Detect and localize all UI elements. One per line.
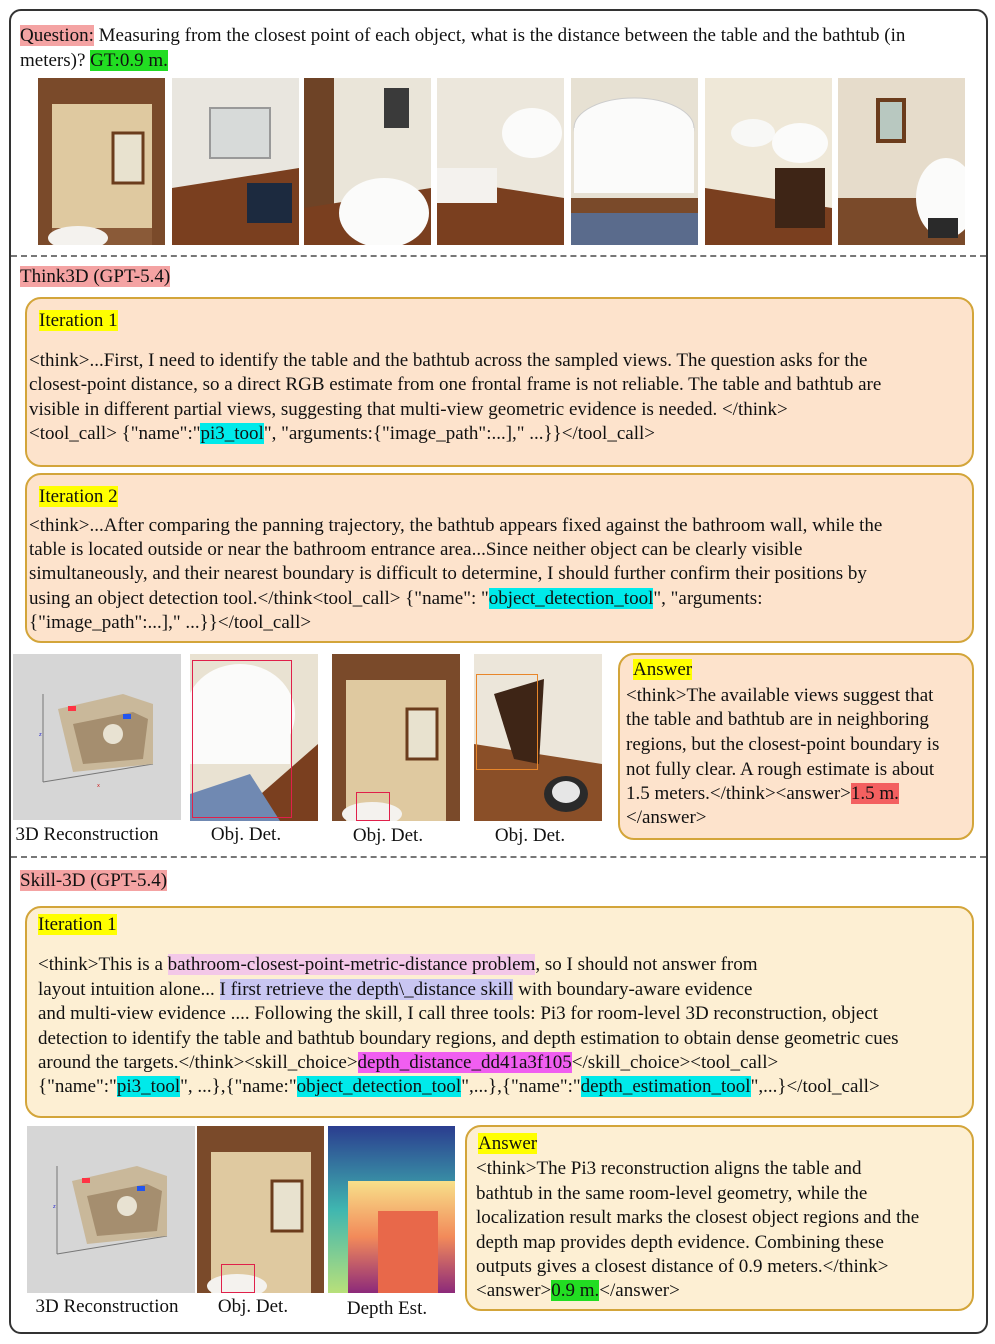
correct-answer-value: 0.9 m. bbox=[551, 1280, 600, 1301]
skill3d-iter1-line-1 bbox=[38, 953, 758, 977]
skill3d-answer-line-4: depth map provides depth evidence. Combining these bbox=[476, 1232, 884, 1253]
iter1-call-prefix: <tool_call> {"name":" bbox=[29, 423, 201, 444]
svg-text:z: z bbox=[39, 732, 42, 738]
skill-answer-prefix: <answer> bbox=[476, 1280, 552, 1301]
iter2-call-prefix: using an object detection tool.</think<tool_call> {"name": " bbox=[29, 588, 489, 609]
skill-line1-prefix: <think>This is a bbox=[38, 954, 168, 975]
skill-choice-highlight: depth_distance_dd41a3f105 bbox=[357, 1052, 572, 1073]
detection-box bbox=[356, 792, 390, 821]
think3d-answer-line-5 bbox=[626, 782, 899, 806]
think3d-obj-det-image-1 bbox=[190, 654, 318, 821]
input-frame-6 bbox=[705, 78, 832, 245]
caption-obj-det-3: Obj. Det. bbox=[494, 825, 566, 846]
skill-answer-suffix: </answer> bbox=[599, 1280, 680, 1301]
think3d-iter2-line-4 bbox=[29, 587, 762, 611]
input-frame-7 bbox=[838, 78, 965, 245]
caption-depth-est: Depth Est. bbox=[346, 1298, 428, 1319]
caption-obj-det-2: Obj. Det. bbox=[352, 825, 424, 846]
skill3d-answer-line-1: <think>The Pi3 reconstruction aligns the table and bbox=[476, 1158, 862, 1179]
skill-line1-suffix: , so I should not answer from bbox=[535, 954, 758, 975]
skill3d-answer-line-5: outputs gives a closest distance of 0.9 meters.</think> bbox=[476, 1256, 889, 1277]
think3d-title-text: Think3D (GPT-5.4) bbox=[20, 266, 171, 287]
think3d-iter2-line-2: table is located outside or near the bathroom entrance area...Since neither object can be clearly visible bbox=[29, 539, 803, 560]
question-line-2 bbox=[20, 49, 168, 73]
skill-line2-suffix: with boundary-aware evidence bbox=[513, 979, 753, 1000]
think3d-iter1-line-3: visible in different partial views, suggesting that multi-view geometric evidence is needed. </think> bbox=[29, 399, 788, 420]
think3d-iter1-line-2: closest-point distance, so a direct RGB estimate from one frontal frame is not reliable. The table and bathtub are bbox=[29, 374, 882, 395]
caption-obj-det-1: Obj. Det. bbox=[210, 824, 282, 845]
think3d-iter1-label bbox=[39, 309, 118, 333]
detection-box bbox=[476, 674, 538, 770]
question-text-1: Measuring from the closest point of each object, what is the distance between the table and the bathtub (in bbox=[93, 25, 906, 46]
think3d-answer-line-3: regions, but the closest-point boundary is bbox=[626, 734, 940, 755]
question-text-2: meters)? bbox=[20, 50, 91, 71]
detection-box bbox=[192, 660, 292, 818]
question-label: Question: bbox=[20, 25, 94, 46]
think3d-3d-reconstruction-image bbox=[13, 654, 181, 820]
input-frame-3 bbox=[304, 78, 431, 245]
think3d-obj-det-image-2 bbox=[332, 654, 460, 821]
tool-name-object-detection: object_detection_tool bbox=[488, 588, 654, 609]
caption-obj-det: Obj. Det. bbox=[217, 1296, 289, 1317]
think3d-answer-line-4: not fully clear. A rough estimate is about bbox=[626, 759, 935, 780]
think3d-iter2-label bbox=[39, 485, 118, 509]
skill3d-answer-label bbox=[478, 1132, 537, 1156]
skill3d-obj-det-image bbox=[197, 1126, 324, 1293]
answer-prefix: 1.5 meters.</think><answer> bbox=[626, 783, 851, 804]
think3d-obj-det-image-3 bbox=[474, 654, 602, 821]
think3d-answer-line-6: </answer> bbox=[626, 807, 707, 828]
skill-line6-b: ", ...},{"name:" bbox=[180, 1076, 297, 1097]
skill-retrieval-highlight: I first retrieve the depth\_distance skill bbox=[219, 979, 514, 1000]
skill-line2-prefix: layout intuition alone... bbox=[38, 979, 220, 1000]
caption-3d-reconstruction: 3D Reconstruction bbox=[35, 1296, 179, 1317]
think3d-iter1-line-1: <think>...First, I need to identify the table and the bathtub across the sampled views. The question asks for the bbox=[29, 350, 868, 371]
tool-name-pi3: pi3_tool bbox=[116, 1076, 181, 1097]
think3d-iter2-line-1: <think>...After comparing the panning trajectory, the bathtub appears fixed against the bathroom wall, while the bbox=[29, 515, 883, 536]
caption-3d-reconstruction: 3D Reconstruction bbox=[15, 824, 159, 845]
skill-iter1-label-text: Iteration 1 bbox=[38, 914, 117, 935]
skill3d-answer-line-2: bathtub in the same room-level geometry, while the bbox=[476, 1183, 868, 1204]
skill3d-title-text: Skill-3D (GPT-5.4) bbox=[20, 870, 168, 891]
skill-line6-c: ",...},{"name":" bbox=[461, 1076, 581, 1097]
input-frame-5 bbox=[571, 78, 698, 245]
section-divider-1 bbox=[11, 255, 986, 257]
skill3d-iter1-line-6 bbox=[38, 1075, 880, 1099]
skill-line6-a: {"name":" bbox=[38, 1076, 117, 1097]
think3d-iter2-line-5: {"image_path":...]," ...}}</tool_call> bbox=[29, 612, 312, 633]
think3d-iter1-line-4 bbox=[29, 422, 655, 446]
skill-answer-label-text: Answer bbox=[478, 1133, 538, 1154]
skill3d-title bbox=[20, 869, 167, 893]
answer-label-text: Answer bbox=[633, 659, 693, 680]
iter2-call-suffix: ", "arguments: bbox=[653, 588, 763, 609]
iter2-label-text: Iteration 2 bbox=[39, 486, 118, 507]
tool-name-pi3: pi3_tool bbox=[200, 423, 264, 444]
think3d-iter2-line-3: simultaneously, and their nearest boundary is difficult to determine, I should further confirm their positions by bbox=[29, 563, 867, 584]
iter1-label-text: Iteration 1 bbox=[39, 310, 118, 331]
skill3d-3d-reconstruction-image bbox=[27, 1126, 195, 1293]
think3d-answer-label bbox=[633, 658, 692, 682]
skill3d-iter1-line-4: detection to identify the table and bathtub boundary regions, and depth estimation to obtain dense geometric cues bbox=[38, 1028, 899, 1049]
tool-name-object-detection: object_detection_tool bbox=[296, 1076, 462, 1097]
skill3d-answer-line-3: localization result marks the closest object regions and the bbox=[476, 1207, 920, 1228]
skill-line6-d: ",...}</tool_call> bbox=[750, 1076, 880, 1097]
skill3d-depth-estimation-image bbox=[328, 1126, 455, 1293]
wrong-answer-value: 1.5 m. bbox=[850, 783, 899, 804]
think3d-answer-line-1: <think>The available views suggest that bbox=[626, 685, 934, 706]
iter1-call-suffix: ", "arguments:{"image_path":...]," ...}}</tool_call> bbox=[263, 423, 655, 444]
question-line-1 bbox=[20, 24, 905, 48]
input-frame-1 bbox=[38, 78, 165, 245]
problem-type-highlight: bathroom-closest-point-metric-distance problem bbox=[167, 954, 536, 975]
think3d-title bbox=[20, 265, 170, 289]
skill3d-iter1-line-5 bbox=[38, 1051, 778, 1075]
input-frame-4 bbox=[437, 78, 564, 245]
detection-box bbox=[221, 1264, 255, 1293]
ground-truth-badge: GT:0.9 m. bbox=[90, 50, 168, 71]
think3d-answer-line-2: the table and bathtub are in neighboring bbox=[626, 709, 929, 730]
svg-text:x: x bbox=[97, 783, 100, 789]
skill3d-iter1-label bbox=[38, 913, 117, 937]
input-frame-2 bbox=[172, 78, 299, 245]
section-divider-2 bbox=[11, 856, 986, 858]
svg-text:z: z bbox=[53, 1204, 56, 1210]
skill3d-answer-line-6 bbox=[476, 1279, 680, 1303]
skill3d-iter1-line-3: and multi-view evidence .... Following the skill, I call three tools: Pi3 for room-level 3D reconstruction, object bbox=[38, 1003, 879, 1024]
tool-name-depth-estimation: depth_estimation_tool bbox=[580, 1076, 751, 1097]
skill3d-iter1-line-2 bbox=[38, 978, 752, 1002]
skill-line5-prefix: around the targets.</think><skill_choice> bbox=[38, 1052, 358, 1073]
skill-line5-suffix: </skill_choice><tool_call> bbox=[571, 1052, 779, 1073]
